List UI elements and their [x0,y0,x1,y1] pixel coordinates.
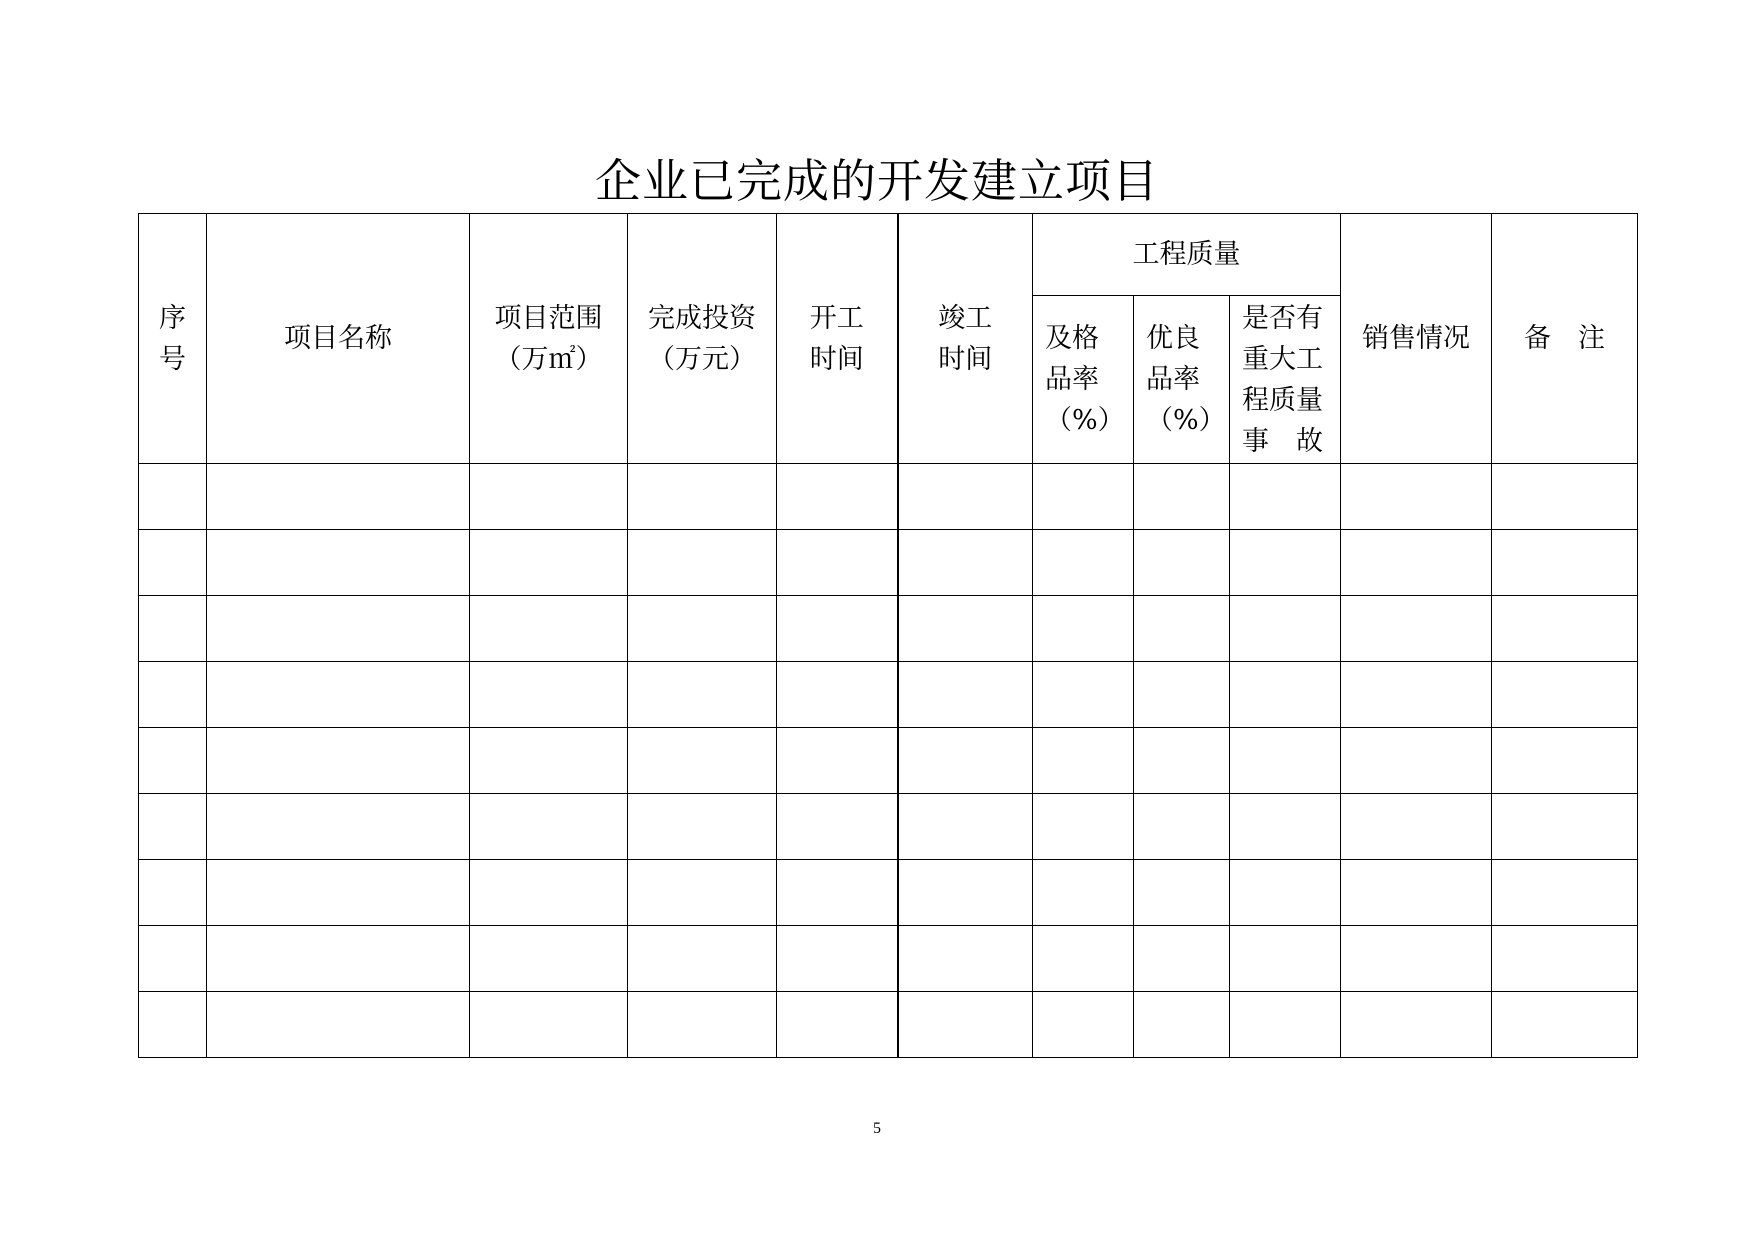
cell-investment[interactable] [628,596,777,662]
cell-remarks[interactable] [1492,662,1638,728]
cell-start-time[interactable] [777,794,898,860]
cell-scope[interactable] [470,662,628,728]
cell-major-accident[interactable] [1230,860,1341,926]
cell-major-accident[interactable] [1230,662,1341,728]
header-quality-group: 工程质量 [1033,214,1341,296]
cell-seq[interactable] [139,992,207,1058]
cell-major-accident[interactable] [1230,530,1341,596]
cell-scope[interactable] [470,794,628,860]
cell-project-name[interactable] [207,860,470,926]
header-investment: 完成投资 （万元） [628,214,777,464]
cell-seq[interactable] [139,596,207,662]
table-row [139,926,1638,992]
cell-completion-time[interactable] [898,926,1033,992]
header-scope: 项目范围 （万㎡） [470,214,628,464]
table-row [139,794,1638,860]
header-start-time: 开工 时间 [777,214,898,464]
cell-completion-time[interactable] [898,530,1033,596]
cell-remarks[interactable] [1492,860,1638,926]
cell-start-time[interactable] [777,464,898,530]
table-row [139,530,1638,596]
cell-excellent-rate[interactable] [1134,596,1230,662]
cell-excellent-rate[interactable] [1134,530,1230,596]
header-completion-time: 竣工 时间 [898,214,1033,464]
cell-sales[interactable] [1341,530,1492,596]
cell-completion-time[interactable] [898,794,1033,860]
page-title: 企业已完成的开发建立项目 [595,154,1159,208]
cell-major-accident[interactable] [1230,596,1341,662]
cell-major-accident[interactable] [1230,464,1341,530]
cell-investment[interactable] [628,794,777,860]
table-row [139,992,1638,1058]
cell-sales[interactable] [1341,662,1492,728]
cell-sales[interactable] [1341,464,1492,530]
cell-start-time[interactable] [777,926,898,992]
cell-excellent-rate[interactable] [1134,860,1230,926]
header-seq: 序 号 [139,214,207,464]
cell-scope[interactable] [470,596,628,662]
cell-excellent-rate[interactable] [1134,794,1230,860]
cell-excellent-rate[interactable] [1134,992,1230,1058]
cell-seq[interactable] [139,926,207,992]
cell-pass-rate[interactable] [1033,992,1134,1058]
cell-pass-rate[interactable] [1033,860,1134,926]
cell-pass-rate[interactable] [1033,530,1134,596]
cell-start-time[interactable] [777,662,898,728]
cell-investment[interactable] [628,728,777,794]
cell-major-accident[interactable] [1230,728,1341,794]
cell-remarks[interactable] [1492,794,1638,860]
header-remarks: 备 注 [1492,214,1638,464]
cell-pass-rate[interactable] [1033,596,1134,662]
cell-investment[interactable] [628,464,777,530]
cell-project-name[interactable] [207,596,470,662]
cell-remarks[interactable] [1492,464,1638,530]
cell-remarks[interactable] [1492,926,1638,992]
cell-project-name[interactable] [207,992,470,1058]
cell-scope[interactable] [470,530,628,596]
header-sales: 销售情况 [1341,214,1492,464]
cell-scope[interactable] [470,464,628,530]
cell-scope[interactable] [470,728,628,794]
cell-major-accident[interactable] [1230,926,1341,992]
cell-excellent-rate[interactable] [1134,926,1230,992]
header-project-name: 项目名称 [207,214,470,464]
cell-sales[interactable] [1341,596,1492,662]
cell-sales[interactable] [1341,728,1492,794]
cell-excellent-rate[interactable] [1134,662,1230,728]
cell-seq[interactable] [139,530,207,596]
cell-remarks[interactable] [1492,728,1638,794]
cell-investment[interactable] [628,926,777,992]
cell-seq[interactable] [139,728,207,794]
cell-completion-time[interactable] [898,860,1033,926]
cell-pass-rate[interactable] [1033,464,1134,530]
cell-investment[interactable] [628,530,777,596]
cell-project-name[interactable] [207,662,470,728]
page-number: 5 [873,1120,881,1137]
cell-pass-rate[interactable] [1033,728,1134,794]
cell-investment[interactable] [628,860,777,926]
table-row [139,662,1638,728]
cell-pass-rate[interactable] [1033,926,1134,992]
cell-scope[interactable] [470,992,628,1058]
cell-seq[interactable] [139,794,207,860]
cell-start-time[interactable] [777,596,898,662]
cell-sales[interactable] [1341,794,1492,860]
cell-excellent-rate[interactable] [1134,728,1230,794]
cell-major-accident[interactable] [1230,794,1341,860]
cell-seq[interactable] [139,464,207,530]
cell-remarks[interactable] [1492,992,1638,1058]
header-major-accident: 是否有 重大工 程质量 事 故 [1230,296,1341,464]
cell-scope[interactable] [470,860,628,926]
cell-pass-rate[interactable] [1033,662,1134,728]
table-row [139,860,1638,926]
cell-remarks[interactable] [1492,596,1638,662]
projects-table [138,213,1638,1058]
cell-sales[interactable] [1341,926,1492,992]
cell-sales[interactable] [1341,860,1492,926]
cell-investment[interactable] [628,992,777,1058]
header-excellent-rate: 优良 品率 （%） [1134,296,1230,464]
cell-scope[interactable] [470,926,628,992]
table-row [139,728,1638,794]
cell-remarks[interactable] [1492,530,1638,596]
cell-seq[interactable] [139,662,207,728]
header-pass-rate: 及格 品率 （%） [1033,296,1134,464]
cell-completion-time[interactable] [898,728,1033,794]
cell-major-accident[interactable] [1230,992,1341,1058]
cell-start-time[interactable] [777,992,898,1058]
cell-completion-time[interactable] [898,992,1033,1058]
cell-project-name[interactable] [207,926,470,992]
cell-pass-rate[interactable] [1033,794,1134,860]
cell-excellent-rate[interactable] [1134,464,1230,530]
cell-start-time[interactable] [777,860,898,926]
cell-completion-time[interactable] [898,596,1033,662]
cell-investment[interactable] [628,662,777,728]
table-row [139,596,1638,662]
cell-completion-time[interactable] [898,464,1033,530]
cell-project-name[interactable] [207,464,470,530]
cell-project-name[interactable] [207,530,470,596]
cell-project-name[interactable] [207,728,470,794]
table-row [139,464,1638,530]
cell-start-time[interactable] [777,530,898,596]
cell-completion-time[interactable] [898,662,1033,728]
cell-start-time[interactable] [777,728,898,794]
cell-project-name[interactable] [207,794,470,860]
cell-sales[interactable] [1341,992,1492,1058]
cell-seq[interactable] [139,860,207,926]
